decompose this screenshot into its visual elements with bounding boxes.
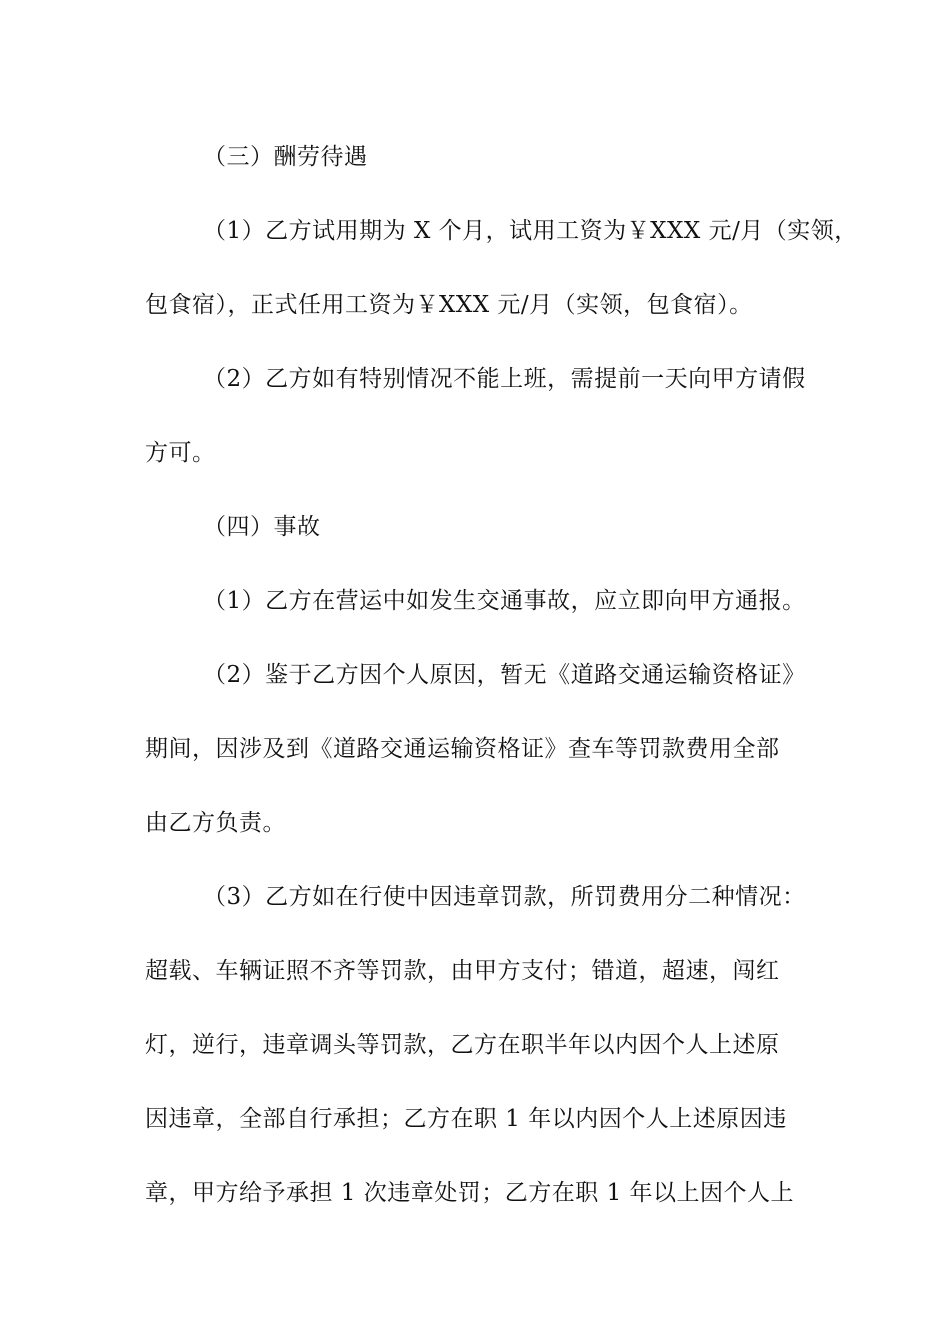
- paragraph-line: 期间，因涉及到《道路交通运输资格证》查车等罚款费用全部: [145, 736, 780, 762]
- paragraph-line: 灯，逆行，违章调头等罚款，乙方在职半年以内因个人上述原: [145, 1032, 780, 1058]
- paragraph-line: 由乙方负责。: [145, 810, 286, 836]
- section-heading-compensation: （三）酬劳待遇: [203, 144, 368, 170]
- paragraph-line: 包食宿），正式任用工资为￥XXX 元/月（实领，包食宿）。: [145, 292, 753, 318]
- paragraph-line: （1）乙方在营运中如发生交通事故，应立即向甲方通报。: [203, 588, 806, 614]
- paragraph-line: （2）鉴于乙方因个人原因，暂无《道路交通运输资格证》: [203, 662, 806, 688]
- section-heading-accident: （四）事故: [203, 514, 321, 540]
- paragraph-line: 章，甲方给予承担 1 次违章处罚；乙方在职 1 年以上因个人上: [145, 1180, 795, 1206]
- paragraph-line: 方可。: [145, 440, 216, 466]
- document-body: [145, 120, 858, 1230]
- paragraph-line: 超载、车辆证照不齐等罚款，由甲方支付；错道，超速，闯红: [145, 958, 780, 984]
- paragraph-line: （3）乙方如在行使中因违章罚款，所罚费用分二种情况：: [203, 884, 806, 910]
- paragraph-line: （1）乙方试用期为 X 个月，试用工资为￥XXX 元/月（实领，: [203, 218, 858, 244]
- paragraph-line: （2）乙方如有特别情况不能上班，需提前一天向甲方请假: [203, 366, 806, 392]
- paragraph-line: 因违章，全部自行承担；乙方在职 1 年以内因个人上述原因违: [145, 1106, 787, 1132]
